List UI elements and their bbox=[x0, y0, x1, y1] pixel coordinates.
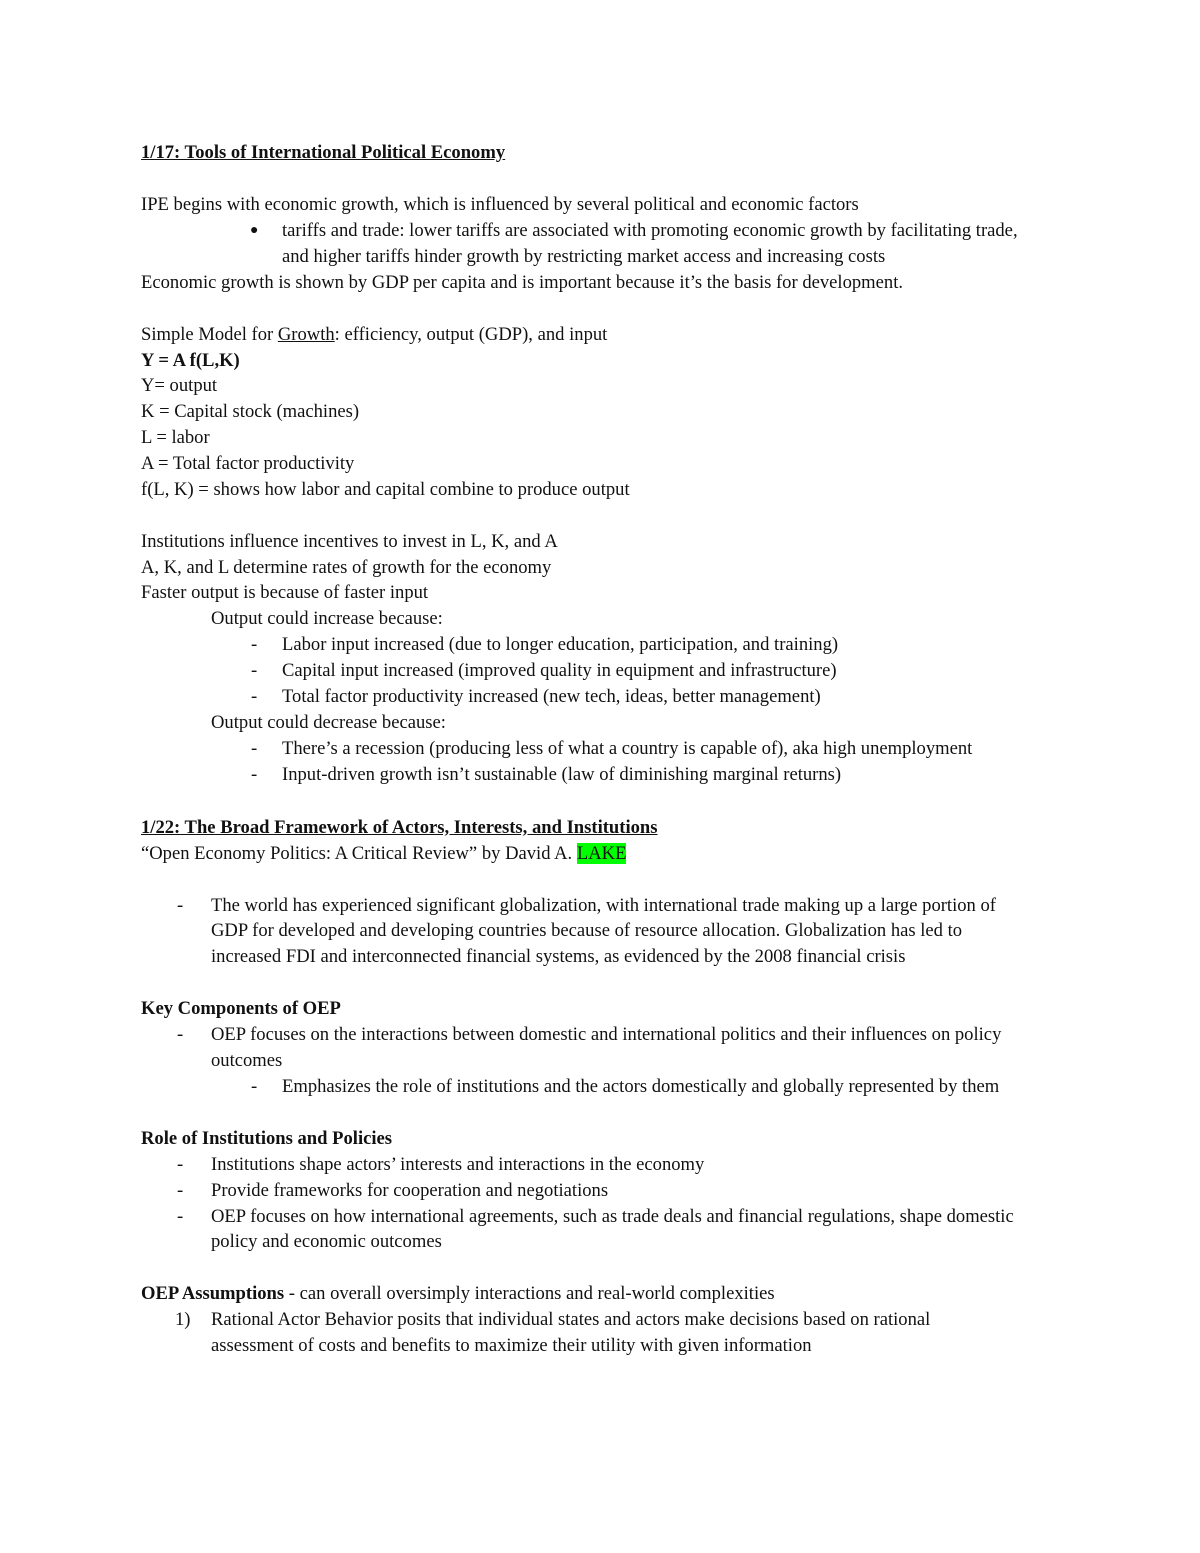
oep-assumptions-note: - can overall oversimply interactions and real-world complexities bbox=[284, 1283, 775, 1304]
increase-item: Total factor productivity increased (new tech, ideas, better management) bbox=[282, 686, 821, 707]
oep-assumptions-line bbox=[141, 1281, 775, 1307]
increase-item: Capital input increased (improved quality in equipment and infrastructure) bbox=[282, 660, 837, 681]
def-k: K = Capital stock (machines) bbox=[141, 401, 360, 422]
assumption-item-line2: assessment of costs and benefits to maximize their utility with given information bbox=[211, 1335, 812, 1356]
globalization-line: GDP for developed and developing countries because of resource allocation. Globalization has led to bbox=[211, 920, 963, 941]
dash-marker: - bbox=[177, 1206, 184, 1227]
role-item: OEP focuses on how international agreements, such as trade deals and financial regulations, shape domestic bbox=[211, 1206, 1014, 1227]
dash-marker: - bbox=[177, 895, 184, 916]
decrease-item: There’s a recession (producing less of what a country is capable of), aka high unemployment bbox=[282, 738, 973, 759]
dash-marker: - bbox=[251, 764, 258, 785]
role-item: Provide frameworks for cooperation and negotiations bbox=[211, 1180, 609, 1201]
highlighted-author: LAKE bbox=[576, 843, 627, 864]
dash-marker: - bbox=[251, 1076, 258, 1097]
key-components-line1: OEP focuses on the interactions between domestic and international politics and their influences on policy bbox=[211, 1024, 1002, 1045]
tariff-bullet-line2: and higher tariffs hinder growth by restricting market access and increasing costs bbox=[282, 246, 886, 267]
tariff-bullet-line1: tariffs and trade: lower tariffs are associated with promoting economic growth by facilitating trade, bbox=[282, 220, 1018, 241]
dash-marker: - bbox=[177, 1154, 184, 1175]
decrease-heading: Output could decrease because: bbox=[211, 712, 446, 733]
dash-marker: - bbox=[251, 686, 258, 707]
key-components-heading: Key Components of OEP bbox=[141, 998, 341, 1019]
model-growth-word: Growth bbox=[277, 324, 335, 345]
institutions-line: Institutions influence incentives to invest in L, K, and A bbox=[141, 531, 558, 552]
reading-title: “Open Economy Politics: A Critical Review” by David A. bbox=[141, 843, 577, 864]
globalization-line: The world has experienced significant globalization, with international trade making up a large portion of bbox=[211, 895, 996, 916]
increase-item: Labor input increased (due to longer education, participation, and training) bbox=[282, 634, 839, 655]
dash-marker: - bbox=[251, 634, 258, 655]
increase-heading: Output could increase because: bbox=[211, 608, 443, 629]
role-institutions-heading: Role of Institutions and Policies bbox=[141, 1128, 393, 1149]
model-prefix: Simple Model for bbox=[141, 324, 278, 345]
bullet-icon: ● bbox=[250, 223, 259, 238]
decrease-item: Input-driven growth isn’t sustainable (law of diminishing marginal returns) bbox=[282, 764, 842, 785]
def-f: f(L, K) = shows how labor and capital combine to produce output bbox=[141, 479, 630, 500]
gdp-line: Economic growth is shown by GDP per capita and is important because it’s the basis for development. bbox=[141, 272, 904, 293]
def-y: Y= output bbox=[141, 375, 218, 396]
dash-marker: - bbox=[251, 660, 258, 681]
faster-output-line: Faster output is because of faster input bbox=[141, 582, 429, 603]
role-item-continued: policy and economic outcomes bbox=[211, 1231, 442, 1252]
key-components-line2: outcomes bbox=[211, 1050, 283, 1071]
section-title-oep-framework: 1/22: The Broad Framework of Actors, Interests, and Institutions bbox=[141, 817, 658, 838]
growth-formula: Y = A f(L,K) bbox=[141, 350, 240, 371]
model-suffix: : efficiency, output (GDP), and input bbox=[334, 324, 608, 345]
list-number: 1) bbox=[175, 1309, 191, 1330]
intro-line: IPE begins with economic growth, which is influenced by several political and economic factors bbox=[141, 194, 859, 215]
assumption-item-line1: Rational Actor Behavior posits that individual states and actors make decisions based on rational bbox=[211, 1309, 931, 1330]
simple-model-line bbox=[141, 322, 607, 348]
dash-marker: - bbox=[251, 738, 258, 759]
dash-marker: - bbox=[177, 1024, 184, 1045]
section-title-tools-ipe: 1/17: Tools of International Political Economy bbox=[141, 142, 506, 163]
def-a: A = Total factor productivity bbox=[141, 453, 355, 474]
globalization-line: increased FDI and interconnected financial systems, as evidenced by the 2008 financial crisis bbox=[211, 946, 906, 967]
oep-assumptions-heading: OEP Assumptions bbox=[141, 1283, 285, 1304]
def-l: L = labor bbox=[141, 427, 210, 448]
dash-marker: - bbox=[177, 1180, 184, 1201]
akl-line: A, K, and L determine rates of growth for the economy bbox=[141, 557, 552, 578]
reading-citation bbox=[141, 841, 626, 867]
role-item: Institutions shape actors’ interests and interactions in the economy bbox=[211, 1154, 705, 1175]
key-components-subitem: Emphasizes the role of institutions and the actors domestically and globally represented by them bbox=[282, 1076, 1000, 1097]
